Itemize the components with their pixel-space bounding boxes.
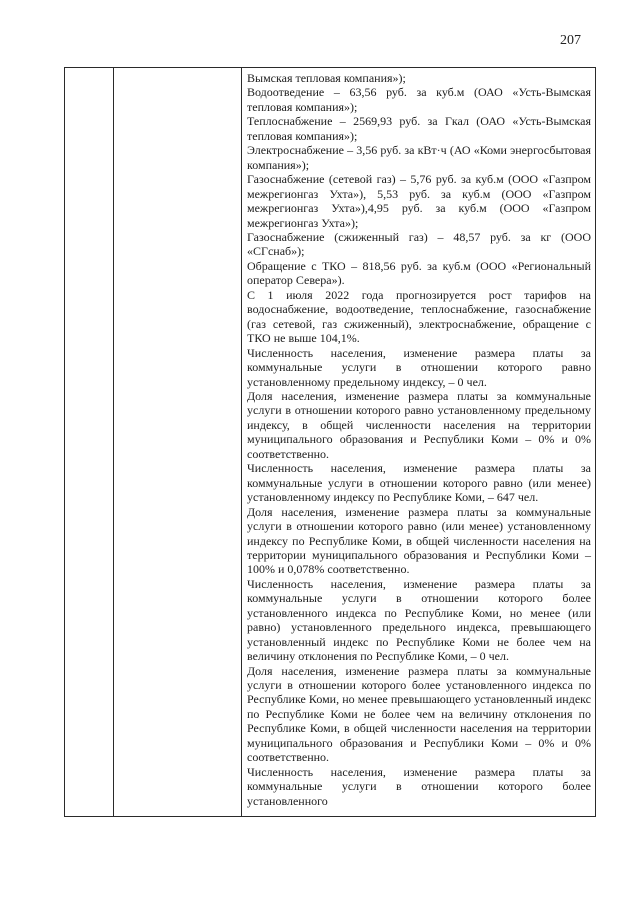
paragraph: Обращение с ТКО – 818,56 руб. за куб.м (ООО «Региональный оператор Севера»). [247, 258, 591, 288]
document-table [64, 67, 596, 817]
table-column-divider-2 [241, 68, 242, 816]
paragraph: Численность населения, изменение размера платы за коммунальные услуги в отношении которого более установленного индекса по Республике Коми, но менее (или равно) установленного предельного индекса, превышающего установленный индекс по Республике Коми не более чем на величину отклонения по Республике Коми, – 0 чел. [247, 576, 591, 664]
paragraph: Теплоснабжение – 2569,93 руб. за Гкал (ОАО «Усть-Вымская тепловая компания»); [247, 114, 591, 143]
table-text-cell [247, 71, 591, 808]
paragraph: Электроснабжение – 3,56 руб. за кВт·ч (АО «Коми энергосбытовая компания»); [247, 143, 591, 172]
paragraph: Доля населения, изменение размера платы за коммунальные услуги в отношении которого равно установленному предельному индексу, в общей численности населения на территории муниципального образования и Республики Коми – 0% и 0% соответственно. [247, 388, 591, 461]
paragraph: Водоотведение – 63,56 руб. за куб.м (ОАО «Усть-Вымская тепловая компания»); [247, 85, 591, 114]
paragraph: С 1 июля 2022 года прогнозируется рост тарифов на водоснабжение, водоотведение, теплоснабжение, газоснабжение (газ сетевой, газ сжиженный), электроснабжение, обращение с ТКО не выше 104,1%. [247, 287, 591, 346]
paragraph: Вымская тепловая компания»); [247, 71, 406, 85]
table-column-divider-1 [113, 68, 114, 816]
paragraph: Газоснабжение (сжиженный газ) – 48,57 руб. за кг (ООО «СГснаб»); [247, 229, 591, 259]
paragraph: Газоснабжение (сетевой газ) – 5,76 руб. за куб.м (ООО «Газпром межрегионгаз Ухта»), 5,53 руб. за куб.м (ООО «Газпром межрегионгаз Ухта»),4,95 руб. за куб.м (ООО «Газпром межрегионгаз Ухта»); [247, 172, 591, 230]
paragraph: Численность населения, изменение размера платы за коммунальные услуги в отношении которого равно установленному предельному индексу, – 0 чел. [247, 345, 591, 389]
page-number: 207 [560, 33, 581, 48]
paragraph: Доля населения, изменение размера платы за коммунальные услуги в отношении которого равно (или менее) установленному индексу по Республике Коми, в общей численности населения на территории муниципального образования и Республики Коми – 100% и 0,078% соответственно. [247, 504, 591, 577]
paragraph: Численность населения, изменение размера платы за коммунальные услуги в отношении которого равно (или менее) установленному индексу по Республике Коми, – 647 чел. [247, 461, 591, 505]
paragraph: Доля населения, изменение размера платы за коммунальные услуги в отношении которого более установленного индекса по Республике Коми, но менее превышающего установленный индекс по Республике Коми не более чем на величину отклонения по Республике Коми, в общей численности населения на территории муниципального образования и Республики Коми – 0% и 0% соответственно. [247, 663, 591, 765]
paragraph: Численность населения, изменение размера платы за коммунальные услуги в отношении которого более установленного [247, 764, 591, 808]
